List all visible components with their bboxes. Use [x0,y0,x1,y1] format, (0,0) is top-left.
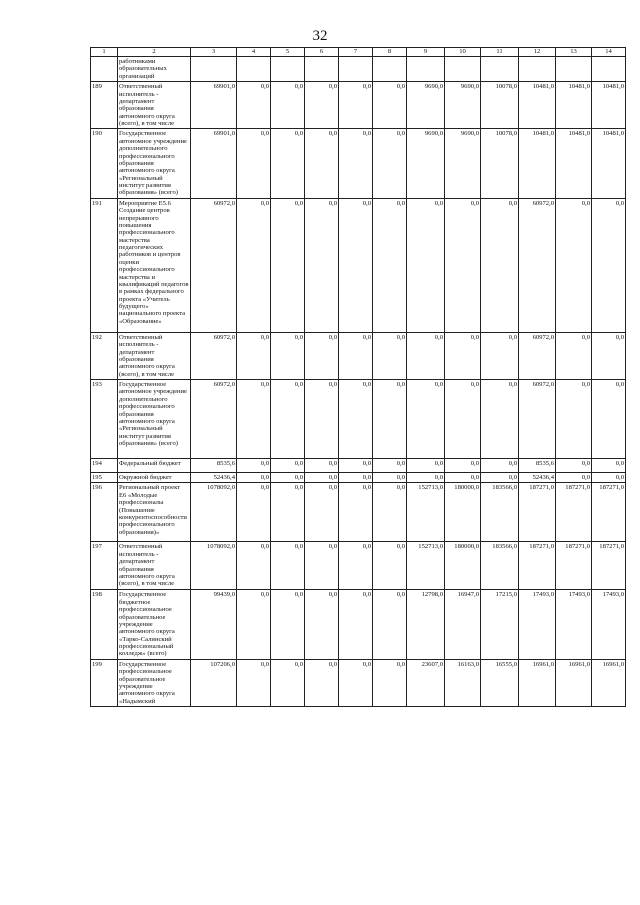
row-number: 193 [91,380,118,459]
value-cell: 0,0 [445,380,481,459]
value-cell: 0,0 [271,483,305,542]
table-row [91,473,626,483]
value-cell: 0,0 [556,198,592,332]
value-cell: 0,0 [445,198,481,332]
value-cell: 52436,4 [519,473,556,483]
value-cell: 0,0 [305,483,339,542]
value-cell: 180000,0 [445,542,481,590]
value-cell [556,57,592,82]
value-cell: 0,0 [481,473,519,483]
value-cell: 0,0 [305,659,339,706]
value-cell: 10481,0 [592,129,626,198]
value-cell: 0,0 [556,473,592,483]
value-cell: 0,0 [339,459,373,473]
value-cell: 23607,0 [407,659,445,706]
value-cell: 187271,0 [519,483,556,542]
value-cell: 187271,0 [556,542,592,590]
row-name: Государственное профессиональное образовательное учреждение автономного округа «Надымский [118,659,191,706]
value-cell: 9690,0 [407,129,445,198]
value-cell: 0,0 [339,82,373,129]
row-name: Ответственный исполнитель - департамент образования автономного округа (всего), в том числе [118,542,191,590]
value-cell: 0,0 [237,332,271,379]
value-cell: 0,0 [271,380,305,459]
row-number: 199 [91,659,118,706]
value-cell: 0,0 [339,473,373,483]
value-cell: 0,0 [339,659,373,706]
table-row [91,129,626,198]
value-cell: 10481,0 [519,82,556,129]
value-cell: 0,0 [237,542,271,590]
value-cell: 0,0 [373,332,407,379]
table-row [91,659,626,706]
value-cell: 0,0 [592,380,626,459]
value-cell: 0,0 [481,459,519,473]
value-cell: 0,0 [237,198,271,332]
row-name: Ответственный исполнитель - департамент образования автономного округа (всего), в том числе [118,332,191,379]
value-cell: 10481,0 [556,129,592,198]
value-cell: 187271,0 [592,483,626,542]
value-cell: 0,0 [445,332,481,379]
row-number: 190 [91,129,118,198]
value-cell: 60972,0 [519,380,556,459]
table-row [91,57,626,82]
value-cell: 187271,0 [556,483,592,542]
row-name: Мероприятие E5.6 Создание центров непрерывного повышения профессионального мастерства педагогических работников и центров оценки профессионального мастерства и квалификаций педагогов в рамках федерального проекта «Учитель будущего» национального проекта «Образование» [118,198,191,332]
value-cell: 0,0 [271,659,305,706]
row-number: 194 [91,459,118,473]
value-cell: 0,0 [407,198,445,332]
value-cell: 0,0 [305,473,339,483]
value-cell: 16555,0 [481,659,519,706]
value-cell: 0,0 [407,473,445,483]
value-cell: 17493,0 [519,590,556,659]
value-cell: 0,0 [373,542,407,590]
column-header-14: 14 [592,48,626,57]
value-cell: 183566,0 [481,483,519,542]
value-cell: 0,0 [237,483,271,542]
column-number-row [91,48,626,57]
row-number: 195 [91,473,118,483]
value-cell: 0,0 [271,198,305,332]
value-cell: 99439,0 [191,590,237,659]
column-header-8: 8 [373,48,407,57]
value-cell: 69901,0 [191,129,237,198]
row-name: Окружной бюджет [118,473,191,483]
row-name: работниками образовательных организаций [118,57,191,82]
value-cell: 0,0 [271,129,305,198]
row-number: 189 [91,82,118,129]
table-row [91,82,626,129]
value-cell: 0,0 [305,332,339,379]
value-cell: 0,0 [445,459,481,473]
table-row [91,483,626,542]
value-cell: 60972,0 [191,380,237,459]
value-cell: 0,0 [237,380,271,459]
value-cell: 0,0 [373,659,407,706]
page-number: 32 [312,28,328,44]
value-cell: 60972,0 [519,332,556,379]
value-cell: 0,0 [592,473,626,483]
value-cell: 0,0 [271,473,305,483]
value-cell: 10481,0 [592,82,626,129]
value-cell [407,57,445,82]
value-cell: 0,0 [556,332,592,379]
table-row [91,198,626,332]
value-cell [191,57,237,82]
row-number [91,57,118,82]
value-cell: 16947,0 [445,590,481,659]
value-cell: 0,0 [407,332,445,379]
value-cell: 0,0 [339,542,373,590]
row-name: Федеральный бюджет [118,459,191,473]
table-row [91,542,626,590]
value-cell: 0,0 [481,198,519,332]
column-header-12: 12 [519,48,556,57]
table-row [91,459,626,473]
value-cell: 8535,6 [191,459,237,473]
value-cell: 1078092,0 [191,542,237,590]
value-cell: 0,0 [237,590,271,659]
column-header-10: 10 [445,48,481,57]
value-cell: 0,0 [481,380,519,459]
value-cell: 0,0 [407,459,445,473]
value-cell: 10078,0 [481,82,519,129]
value-cell [237,57,271,82]
value-cell: 0,0 [305,590,339,659]
value-cell [373,57,407,82]
value-cell: 0,0 [373,380,407,459]
value-cell: 8535,6 [519,459,556,473]
value-cell: 0,0 [373,590,407,659]
value-cell: 0,0 [339,332,373,379]
value-cell: 16961,0 [592,659,626,706]
value-cell: 0,0 [237,129,271,198]
value-cell: 0,0 [339,198,373,332]
table-row [91,332,626,379]
value-cell: 152713,0 [407,542,445,590]
value-cell: 0,0 [373,473,407,483]
value-cell: 17215,0 [481,590,519,659]
row-number: 198 [91,590,118,659]
row-number: 191 [91,198,118,332]
value-cell: 0,0 [271,332,305,379]
value-cell: 180000,0 [445,483,481,542]
value-cell: 152713,0 [407,483,445,542]
value-cell: 69901,0 [191,82,237,129]
value-cell: 0,0 [407,380,445,459]
row-name: Государственное автономное учреждение дополнительного профессионального образования автономного округа «Региональный институт развития образования» (всего) [118,129,191,198]
value-cell: 0,0 [305,129,339,198]
value-cell: 0,0 [305,542,339,590]
column-header-4: 4 [237,48,271,57]
column-header-7: 7 [339,48,373,57]
row-name: Государственное автономное учреждение дополнительного профессионального образования автономного округа «Региональный институт развития образования» (всего) [118,380,191,459]
value-cell: 0,0 [373,129,407,198]
column-header-11: 11 [481,48,519,57]
row-number: 192 [91,332,118,379]
value-cell: 9690,0 [445,82,481,129]
value-cell: 0,0 [271,82,305,129]
value-cell: 10481,0 [519,129,556,198]
value-cell: 60972,0 [519,198,556,332]
value-cell: 0,0 [237,459,271,473]
value-cell: 16961,0 [519,659,556,706]
value-cell [481,57,519,82]
value-cell: 0,0 [305,459,339,473]
value-cell: 0,0 [556,380,592,459]
value-cell [339,57,373,82]
value-cell [592,57,626,82]
value-cell: 0,0 [339,380,373,459]
row-name: Региональный проект E6 «Молодые профессионалы (Повышение конкурентоспособности профессионального образования)» [118,483,191,542]
row-number: 196 [91,483,118,542]
value-cell: 0,0 [305,82,339,129]
value-cell: 10078,0 [481,129,519,198]
row-name: Государственное бюджетное профессиональное образовательное учреждение автономного округа «Тарко-Салинский профессиональный колледж» (всего) [118,590,191,659]
value-cell: 187271,0 [519,542,556,590]
value-cell: 0,0 [305,198,339,332]
value-cell: 0,0 [373,82,407,129]
value-cell: 0,0 [237,473,271,483]
value-cell: 12798,0 [407,590,445,659]
value-cell: 0,0 [481,332,519,379]
value-cell: 0,0 [237,82,271,129]
value-cell: 0,0 [339,590,373,659]
value-cell: 0,0 [445,473,481,483]
column-header-13: 13 [556,48,592,57]
budget-table [90,47,626,707]
value-cell [271,57,305,82]
value-cell: 9690,0 [445,129,481,198]
value-cell: 0,0 [271,459,305,473]
value-cell [519,57,556,82]
value-cell: 9690,0 [407,82,445,129]
value-cell [305,57,339,82]
value-cell: 52436,4 [191,473,237,483]
value-cell: 0,0 [271,590,305,659]
value-cell: 0,0 [305,380,339,459]
value-cell: 0,0 [373,198,407,332]
value-cell: 0,0 [373,483,407,542]
value-cell: 60972,0 [191,198,237,332]
row-name: Ответственный исполнитель - департамент образования автономного округа (всего), в том числе [118,82,191,129]
value-cell: 17493,0 [592,590,626,659]
value-cell [445,57,481,82]
column-header-3: 3 [191,48,237,57]
value-cell: 0,0 [592,198,626,332]
value-cell: 187271,0 [592,542,626,590]
value-cell: 0,0 [592,459,626,473]
value-cell: 0,0 [237,659,271,706]
value-cell: 0,0 [592,332,626,379]
value-cell: 0,0 [339,129,373,198]
table-row [91,380,626,459]
column-header-9: 9 [407,48,445,57]
value-cell: 1078092,0 [191,483,237,542]
column-header-6: 6 [305,48,339,57]
value-cell: 60972,0 [191,332,237,379]
value-cell: 0,0 [339,483,373,542]
value-cell: 16961,0 [556,659,592,706]
value-cell: 183566,0 [481,542,519,590]
column-header-1: 1 [91,48,118,57]
value-cell: 107206,0 [191,659,237,706]
value-cell: 17493,0 [556,590,592,659]
value-cell: 0,0 [556,459,592,473]
value-cell: 16163,0 [445,659,481,706]
table-row [91,590,626,659]
value-cell: 0,0 [373,459,407,473]
value-cell: 0,0 [271,542,305,590]
row-number: 197 [91,542,118,590]
value-cell: 10481,0 [556,82,592,129]
column-header-5: 5 [271,48,305,57]
column-header-2: 2 [118,48,191,57]
